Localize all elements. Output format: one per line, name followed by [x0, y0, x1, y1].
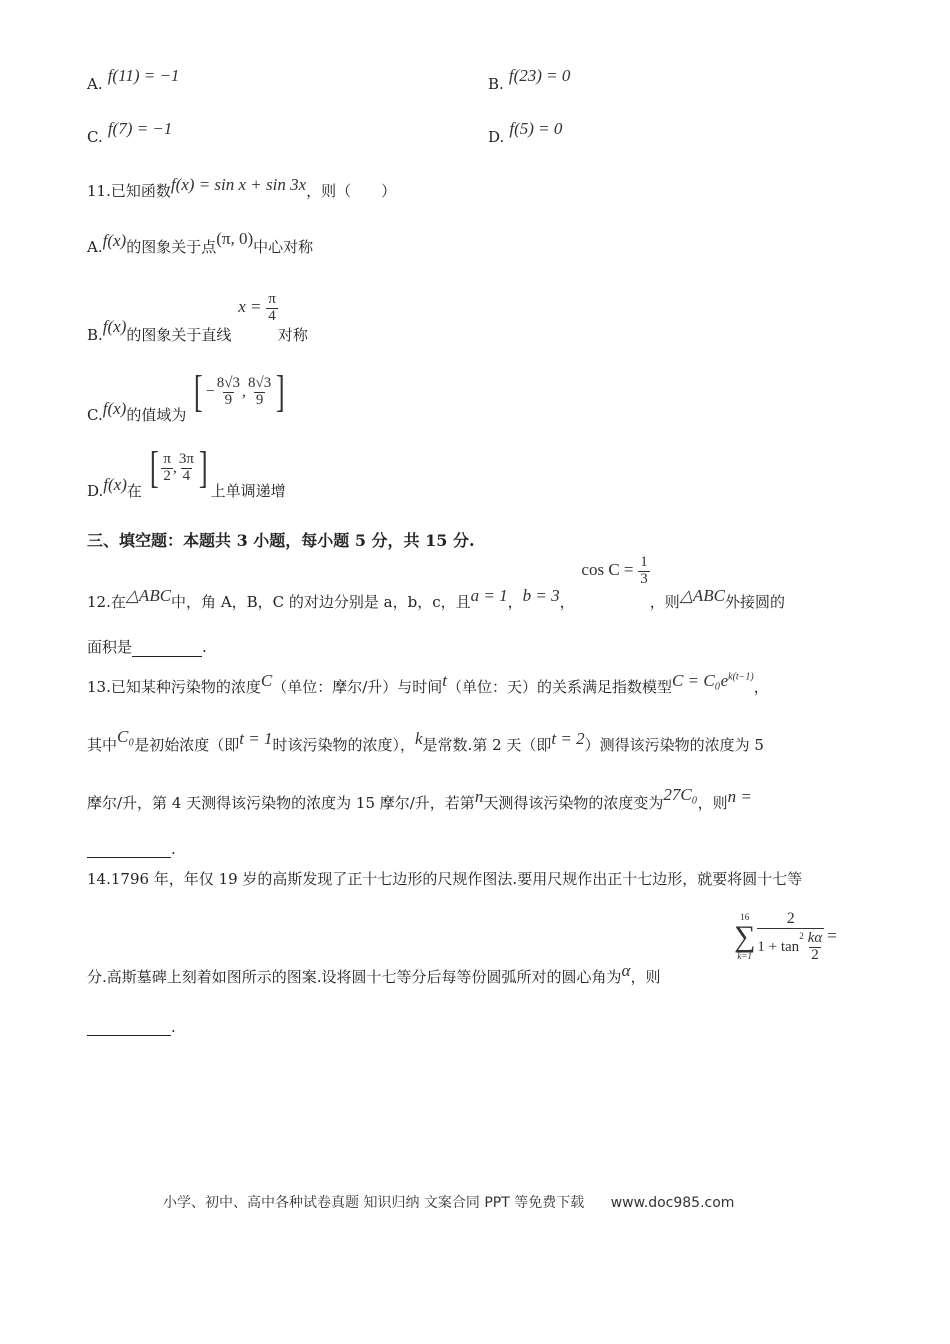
- q12-text: 中，角 A，B，C 的对边分别是 a，b，c，且: [171, 593, 471, 612]
- option-text: 在: [126, 482, 142, 500]
- q13-text: （单位：天）的关系满足指数模型: [447, 678, 673, 696]
- q13-text: 其中: [87, 736, 118, 754]
- sigma-symbol: ∑: [734, 919, 756, 953]
- q13-text: （单位：摩尔/升）与时间: [272, 678, 443, 696]
- q13-text: 13.已知某种污染物的浓度: [87, 678, 261, 696]
- option-label: C.: [87, 128, 103, 146]
- q11-option-d: [87, 443, 286, 500]
- x-equals: x =: [238, 297, 262, 317]
- numerator: 8√3: [216, 374, 241, 391]
- minus-sign: −: [205, 383, 215, 400]
- numerator: 3π: [178, 450, 194, 467]
- q11-option-a: [87, 229, 314, 257]
- q12-line1: [87, 554, 786, 612]
- option-text: 上单调递增: [210, 482, 286, 500]
- q13-text: 摩尔/升，第 4 天测得该污染物的浓度为 15 摩尔/升，若第: [87, 794, 475, 812]
- b-value: b = 3: [522, 586, 560, 606]
- footer-text: 小学、初中、高中各种试卷真题 知识归纳 文案合同 PPT 等免费下载: [163, 1195, 585, 1211]
- q13-line1: [87, 671, 769, 697]
- fx: f(x): [102, 317, 127, 337]
- pi-over-4: [266, 292, 278, 325]
- answer-blank[interactable]: [87, 1019, 171, 1036]
- denominator: 2: [811, 946, 819, 963]
- fraction: [246, 376, 273, 409]
- option-expr: f(23) = 0: [508, 66, 571, 85]
- q11-stem-prefix: 11.已知函数: [87, 182, 171, 200]
- q12-text: 外接圆的: [725, 593, 786, 612]
- q13-text: ，则: [697, 794, 728, 812]
- model-exponent: k(t−1): [728, 671, 754, 683]
- exponent: 2: [799, 931, 804, 941]
- option-text: 对称: [277, 326, 308, 345]
- answer-blank[interactable]: [132, 656, 202, 657]
- sum-fraction: [757, 910, 824, 964]
- q11-option-c: [87, 367, 288, 424]
- q10-option-a: [87, 66, 180, 94]
- option-text: 的图象关于点: [126, 238, 217, 256]
- option-expr: f(7) = −1: [107, 119, 173, 138]
- q12-text: ，则: [649, 593, 680, 612]
- a-value: a = 1: [470, 586, 508, 606]
- period: .: [202, 638, 207, 656]
- q11-stem: [87, 175, 397, 201]
- one-plus-tan: 1 + tan: [757, 938, 800, 955]
- option-text: 的值域为: [126, 406, 187, 424]
- denominator: [757, 928, 824, 964]
- equals-sign: =: [827, 926, 837, 945]
- q13-line4: [87, 840, 176, 858]
- triangle-abc: △ABC: [125, 586, 172, 606]
- fraction: [215, 376, 242, 409]
- t-equals-1: t = 1: [239, 729, 273, 748]
- option-label: D.: [488, 128, 505, 146]
- q11-option-b: [87, 291, 308, 345]
- n-equals: n =: [727, 787, 752, 806]
- fx: f(x): [102, 231, 127, 250]
- fraction: [177, 452, 196, 485]
- q13-text: 是初始浓度（即: [134, 736, 240, 754]
- q11-function: f(x) = sin x + sin 3x: [170, 175, 307, 194]
- q14-line3: [87, 1018, 176, 1036]
- sum-lower-limit: k=1: [737, 950, 752, 961]
- var-n: n: [474, 787, 484, 806]
- option-text: 中心对称: [253, 238, 314, 256]
- q13-text: 天测得该污染物的浓度变为: [483, 794, 664, 812]
- summation-expression: [734, 910, 837, 964]
- option-label: A.: [87, 238, 103, 256]
- q13-line2: [87, 727, 764, 755]
- sum-upper-limit: 16: [740, 911, 750, 922]
- fx: f(x): [103, 475, 127, 494]
- q13-text: 时该污染物的浓度），: [272, 736, 415, 754]
- numerator: kα: [807, 930, 823, 946]
- q13-text: 是常数.第 2 天（即: [422, 736, 552, 754]
- denominator: 2: [163, 467, 171, 484]
- footer: [163, 1192, 734, 1212]
- half-angle: [806, 931, 825, 964]
- q10-option-c: [87, 119, 173, 147]
- q13-text: ，: [753, 678, 769, 696]
- q11-stem-suffix: ，则（ ）: [306, 182, 397, 200]
- cos-c: cos C =: [581, 560, 634, 580]
- center-point: (π, 0): [216, 229, 254, 248]
- q13-line3: [87, 785, 752, 813]
- q13-text: ）测得该污染物的浓度为 5: [584, 736, 764, 754]
- range-interval: [ − $\frac{8√3}{9}$ , $\frac{8√3}{9}$ ]: [194, 367, 285, 416]
- var-t: t: [442, 671, 447, 690]
- option-label: D.: [87, 482, 104, 500]
- sigma: [734, 913, 755, 961]
- q14-line1: 14.1796 年，年仅 19 岁的高斯发现了正十七边形的尺规作图法.要用尺规作出正十七边形，就要将圆十七等: [87, 870, 803, 888]
- exponential-model: [672, 671, 754, 690]
- numerator: 8√3: [248, 374, 272, 391]
- denominator: 9: [224, 391, 233, 408]
- comma: ,: [242, 383, 247, 400]
- var-c: C: [260, 671, 273, 690]
- var-c0: C₀: [117, 727, 135, 746]
- period: .: [171, 1018, 176, 1036]
- numerator: π: [268, 291, 276, 307]
- q14-text: 分.高斯墓碑上刻着如图所示的图案.设将圆十七等分后每等份圆弧所对的圆心角为: [87, 968, 622, 986]
- separator: ，: [507, 593, 523, 612]
- period: .: [171, 840, 176, 858]
- answer-blank[interactable]: [87, 841, 171, 858]
- option-expr: f(11) = −1: [107, 66, 180, 85]
- numerator: π: [163, 450, 171, 467]
- one-third: [638, 555, 650, 588]
- denominator: 9: [255, 391, 264, 408]
- q12-text: 面积是: [87, 638, 133, 656]
- denominator: 4: [182, 467, 191, 484]
- var-k: k: [415, 729, 423, 748]
- q10-option-d: [488, 119, 563, 147]
- option-label: B.: [87, 326, 103, 345]
- numerator: 1: [640, 554, 648, 570]
- increasing-interval: [ $\frac{\pi}{2}$ , $\frac{3\pi}{4}$ ]: [149, 443, 208, 492]
- numerator: 2: [786, 910, 795, 927]
- option-label: B.: [488, 75, 504, 93]
- footer-site-link[interactable]: www.doc985.com: [610, 1195, 735, 1211]
- triangle-abc: △ABC: [679, 586, 725, 606]
- value-27c0: 27C₀: [663, 785, 698, 804]
- option-label: A.: [87, 75, 103, 93]
- t-equals-2: t = 2: [551, 729, 585, 748]
- q14-text: ，则: [630, 968, 661, 986]
- section-heading: 三、填空题：本题共 3 小题，每小题 5 分，共 15 分.: [87, 531, 475, 550]
- option-text: 的图象关于直线: [126, 326, 232, 345]
- alpha-symbol: α: [621, 961, 631, 980]
- option-label: C.: [87, 406, 103, 424]
- model-base: C = C₀e: [672, 671, 729, 690]
- fx: f(x): [102, 399, 127, 418]
- option-expr: f(5) = 0: [509, 119, 563, 138]
- q12-text: 12.在: [87, 593, 126, 612]
- q10-option-b: [488, 66, 571, 94]
- fraction: [161, 452, 173, 485]
- denominator: 4: [268, 307, 276, 324]
- denominator: 3: [640, 570, 648, 587]
- q12-line2: [87, 636, 207, 657]
- comma: ,: [172, 459, 177, 476]
- separator: ，: [559, 593, 575, 612]
- q14-line2: [87, 961, 661, 987]
